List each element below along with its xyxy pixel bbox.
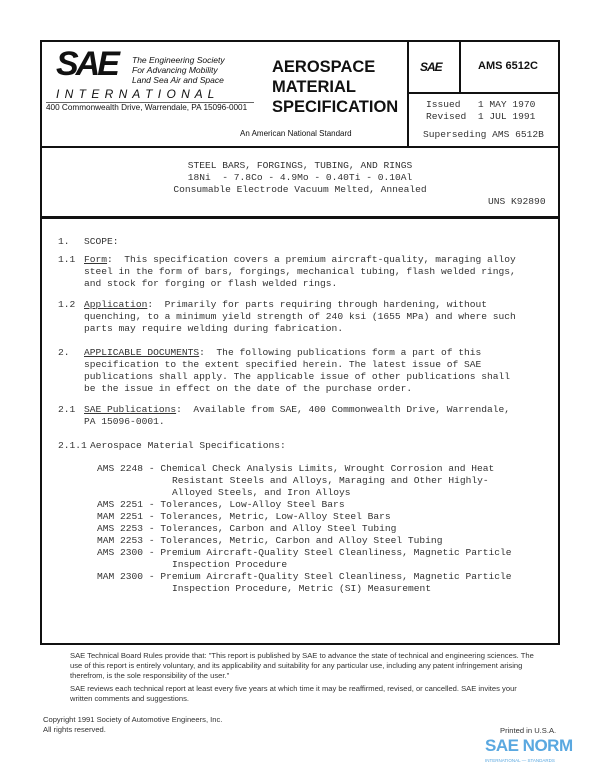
copyright: Copyright 1991 Society of Automotive Engineers, Inc. All rights reserved. <box>43 715 223 734</box>
spec-entry: AMS 2300 - Premium Aircraft-Quality Steel Cleanliness, Magnetic Particle <box>97 547 512 558</box>
spec-entry: MAM 2251 - Tolerances, Metric, Low-Alloy Steel Bars <box>97 511 391 522</box>
printed-in: Printed in U.S.A. <box>500 726 557 735</box>
section-number: 2.1.1 <box>58 440 87 451</box>
issued-label: Issued <box>426 99 461 110</box>
doc-type-title: AEROSPACE MATERIAL SPECIFICATION <box>272 58 399 116</box>
text-line: and stock for forging or flash welded rings. <box>84 278 338 289</box>
section-heading: Aerospace Material Specifications: <box>90 440 286 451</box>
divider <box>459 40 461 93</box>
spec-entry: AMS 2248 - Chemical Check Analysis Limits, Wrought Corrosion and Heat <box>97 463 495 474</box>
section-number: 2. <box>58 347 70 358</box>
section-number: 1. <box>58 236 70 247</box>
sae-logo: SAE <box>56 45 117 83</box>
section-heading: SAE Publications: Available from SAE, 400 Commonwealth Drive, Warrendale, <box>84 404 511 415</box>
divider <box>407 92 560 94</box>
text-line: specification to the extent specified herein. The latest issue of SAE <box>84 359 482 370</box>
revised-row <box>426 111 535 122</box>
doc-number: AMS 6512C <box>478 60 538 72</box>
section-number: 2.1 <box>58 404 76 415</box>
spec-entry: MAM 2300 - Premium Aircraft-Quality Steel Cleanliness, Magnetic Particle <box>97 571 512 582</box>
spec-continuation: Alloyed Steels, and Iron Alloys <box>172 487 351 498</box>
board-rules: SAE Technical Board Rules provide that: "This report is published by SAE to advance the state of technical and engineering sciences. The use of this report is entirely voluntary, and its applicability and suitability for any particular use, including any patent infringement arising therefrom, is the sole responsibility of the user." <box>70 651 534 680</box>
society-text: The Engineering Society For Advancing Mobility Land Sea Air and Space <box>132 55 225 85</box>
spec-continuation: Inspection Procedure, Metric (SI) Measurement <box>172 583 432 594</box>
revised-date: 1 JUL 1991 <box>477 111 536 122</box>
issued-date: 1 MAY 1970 <box>477 99 536 110</box>
text-line: be the issue in effect on the date of the purchase order. <box>84 383 413 394</box>
uns-number: UNS K92890 <box>488 196 546 207</box>
divider <box>40 216 560 219</box>
section-heading: Form: This specification covers a premium aircraft-quality, maraging alloy <box>84 254 516 265</box>
watermark-logo: SAE NORM <box>485 736 573 755</box>
spec-continuation: Inspection Procedure <box>172 559 288 570</box>
divider <box>407 40 409 148</box>
text-line: quenching, to a minimum yield strength of 240 ksi (1655 MPa) and where such <box>84 311 516 322</box>
text-line: steel in the form of bars, forgings, mechanical tubing, flash welded rings, <box>84 266 516 277</box>
section-heading: Application: Primarily for parts requiring through hardening, without <box>84 299 488 310</box>
issued-row <box>426 99 535 110</box>
revised-label: Revised <box>426 111 467 122</box>
watermark-sub: INTERNATIONAL — STANDARDS <box>485 758 555 763</box>
section-number: 1.1 <box>58 254 76 265</box>
text-line: parts may require welding during fabrication. <box>84 323 344 334</box>
ans-label: An American National Standard <box>240 129 352 138</box>
sae-small-logo: SAE <box>420 60 442 74</box>
material-title: STEEL BARS, FORGINGS, TUBING, AND RINGS 18Ni - 7.8Co - 4.9Mo - 0.40Ti - 0.10Al Consumable Electrode Vacuum Melted, Annealed <box>173 160 427 195</box>
section-number: 1.2 <box>58 299 76 310</box>
section-heading: SCOPE: <box>84 236 119 247</box>
text-line: publications shall apply. The applicable issue of other publications shall <box>84 371 511 382</box>
spec-entry: AMS 2253 - Tolerances, Carbon and Alloy Steel Tubing <box>97 523 397 534</box>
spec-entry: AMS 2251 - Tolerances, Low-Alloy Steel Bars <box>97 499 345 510</box>
spec-continuation: Resistant Steels and Alloys, Maraging and Other Highly- <box>172 475 489 486</box>
review-note: SAE reviews each technical report at least every five years at which time it may be reaffirmed, revised, or cancelled. SAE invites your written comments and suggestions. <box>70 684 517 703</box>
address: 400 Commonwealth Drive, Warrendale, PA 15096-0001 <box>46 103 248 112</box>
spec-entry: MAM 2253 - Tolerances, Metric, Carbon and Alloy Steel Tubing <box>97 535 443 546</box>
text-line: PA 15096-0001. <box>84 416 165 427</box>
international-text: I N T E R N A T I O N A L <box>56 87 216 101</box>
divider <box>40 146 560 148</box>
superseding: Superseding AMS 6512B <box>423 129 544 140</box>
section-heading: APPLICABLE DOCUMENTS: The following publications form a part of this <box>84 347 482 358</box>
